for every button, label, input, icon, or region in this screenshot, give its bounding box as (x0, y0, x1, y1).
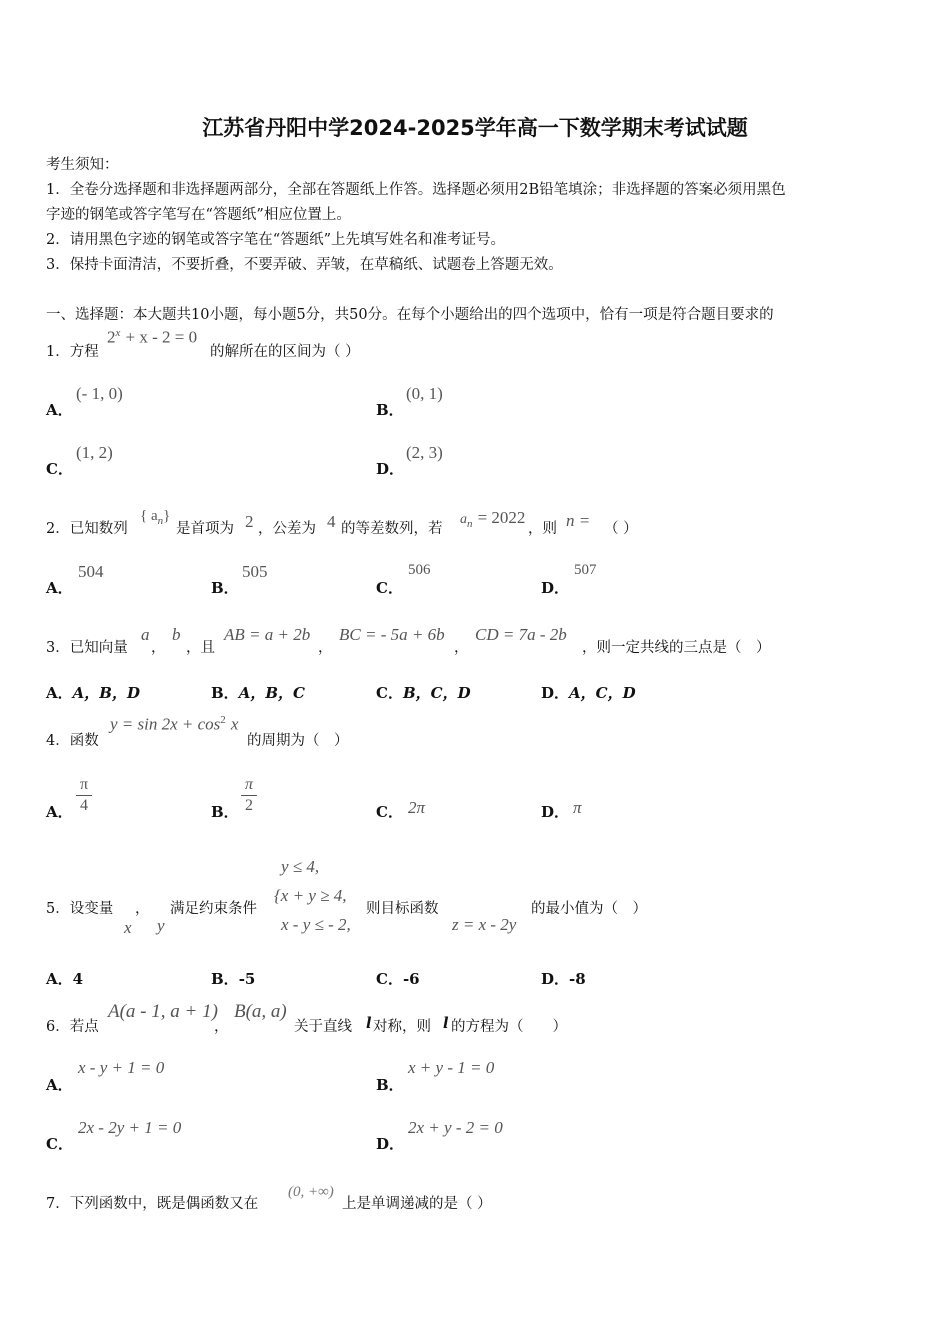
q7-prefix: 7．下列函数中，既是偶函数又在 (46, 1196, 259, 1212)
q5-comma: ， (135, 901, 150, 917)
notice-line-2: 2．请用黑色字迹的钢笔或答字笔在“答题纸”上先填写姓名和准考证号。 (46, 232, 506, 248)
q2-option-a-label: A． (46, 579, 73, 597)
q3-option-b: B．A，B，C (211, 684, 305, 702)
q4-equation: $y = \sin 2x + \cos^2 x$ (110, 714, 239, 734)
q2-an-equation: $a_n = 2022$ (460, 508, 526, 531)
q5-mid: 满足约束条件 (170, 901, 257, 917)
q4-option-a-fraction: π 4 (76, 776, 92, 815)
q4-suffix: 的周期为（ ） (247, 733, 349, 749)
q6-comma: ， (214, 1019, 229, 1035)
q4-option-a-label: A． (46, 803, 73, 821)
q2-mid-1: 是首项为 (176, 521, 234, 537)
q5-suffix: 的最小值为（ ） (531, 901, 647, 917)
q6-option-a-value: x - y + 1 = 0 (78, 1058, 165, 1077)
q2-sequence: { $a_n$} (140, 508, 171, 528)
q6-suffix: 的方程为（ ） (451, 1019, 567, 1035)
q2-option-b-value: 505 (242, 562, 268, 581)
q6-option-c-label: C． (46, 1135, 73, 1153)
q2-mid-3: 的等差数列，若 (341, 521, 443, 537)
q2-option-b-label: B． (211, 579, 239, 597)
q1-suffix: 的解所在的区间为（ ） (210, 344, 360, 360)
q6-point-a: A(a - 1, a + 1) (108, 1001, 218, 1022)
q5-prefix: 5．设变量 (46, 901, 114, 917)
q4-option-c-label: C． (376, 803, 403, 821)
q7-interval: (0, +∞) (288, 1184, 334, 1200)
q4-option-d-value: π (573, 798, 582, 817)
notice-line-1a: 1．全卷分选择题和非选择题两部分，全部在答题纸上作答。选择题必须用2B铅笔填涂；非选择题的答案必须用黑色 (46, 182, 786, 198)
q6-option-d-value: 2x + y - 2 = 0 (408, 1118, 503, 1137)
q2-option-c-label: C． (376, 579, 403, 597)
q6-point-b: B(a, a) (234, 1001, 287, 1022)
q2-mid-2: ，公差为 (258, 521, 316, 537)
q3-mid-1: ，且 (186, 640, 215, 656)
q6-prefix: 6．若点 (46, 1019, 99, 1035)
q2-option-a-value: 504 (78, 562, 104, 581)
q3-comma-1: ， (151, 640, 166, 656)
q6-line-l-2: l (443, 1015, 449, 1032)
q6-option-c-value: 2x - 2y + 1 = 0 (78, 1118, 182, 1137)
q3-suffix: ，则一定共线的三点是（ ） (582, 640, 771, 656)
q4-option-c-value: 2π (408, 798, 426, 817)
q1-option-b-value: (0, 1) (406, 384, 443, 403)
q6-line-l-1: l (366, 1015, 372, 1032)
q5-option-d: D．-8 (541, 970, 586, 988)
q4-option-d-label: D． (541, 803, 570, 821)
q5-option-c: C．-6 (376, 970, 420, 988)
q1-prefix: 1．方程 (46, 344, 99, 360)
q7-suffix: 上是单调递减的是（ ） (342, 1196, 492, 1212)
section-heading: 一、选择题：本大题共10小题，每小题5分，共50分。在每个小题给出的四个选项中，恰有一项是符合题目要求的 (46, 307, 774, 323)
q4-option-b-fraction: π 2 (241, 776, 257, 815)
q5-var-x: x (124, 918, 132, 937)
q2-n: n = (566, 511, 591, 530)
q5-constraint-1: y ≤ 4, (281, 857, 320, 876)
q2-option-c-value: 506 (408, 562, 431, 578)
q6-mid: 关于直线 (294, 1019, 352, 1035)
q2-first-term: 2 (245, 512, 254, 531)
q6-option-b-label: B． (376, 1076, 404, 1094)
q4-prefix: 4．函数 (46, 733, 99, 749)
q3-option-d: D．A，C，D (541, 684, 636, 702)
q1-option-d-value: (2, 3) (406, 443, 443, 462)
q3-comma-3: ， (454, 640, 469, 656)
q2-suffix: （ ） (604, 521, 638, 537)
q6-option-d-label: D． (376, 1135, 405, 1153)
q5-option-b: B．-5 (211, 970, 256, 988)
q1-option-d-label: D． (376, 460, 405, 478)
q3-vector-b: b (172, 625, 181, 644)
q3-comma-2: ， (318, 640, 333, 656)
q6-option-b-value: x + y - 1 = 0 (408, 1058, 495, 1077)
notice-heading: 考生须知： (46, 157, 119, 173)
page-title: 江苏省丹阳中学2024-2025学年高一下数学期末考试试题 (202, 116, 748, 140)
q2-option-d-label: D． (541, 579, 570, 597)
q5-constraint-3: x - y ≤ - 2, (281, 915, 351, 934)
q3-vector-cd: CD = 7a - 2b (475, 625, 567, 644)
q1-option-c-label: C． (46, 460, 73, 478)
q5-constraint-2: {x + y ≥ 4, (274, 886, 347, 905)
q5-objective: z = x - 2y (452, 915, 517, 934)
q3-vector-bc: BC = - 5a + 6b (339, 625, 445, 644)
q3-vector-ab: AB = a + 2b (224, 625, 311, 644)
q5-option-a: A．4 (46, 970, 84, 988)
q2-difference: 4 (327, 512, 336, 531)
q5-var-y: y (157, 916, 165, 935)
notice-line-1b: 字迹的钢笔或答字笔写在“答题纸”相应位置上。 (46, 207, 351, 223)
q3-option-c: C．B，C，D (376, 684, 471, 702)
q2-prefix: 2．已知数列 (46, 521, 128, 537)
q4-option-b-label: B． (211, 803, 239, 821)
q5-mid-2: 则目标函数 (366, 901, 439, 917)
q1-option-a-label: A． (46, 401, 73, 419)
q1-option-c-value: (1, 2) (76, 443, 113, 462)
q1-option-b-label: B． (376, 401, 404, 419)
q2-option-d-value: 507 (574, 562, 597, 578)
q1-equation: 2$^x$ + x - 2 = 0 (107, 327, 198, 347)
q6-option-a-label: A． (46, 1076, 73, 1094)
q3-prefix: 3．已知向量 (46, 640, 128, 656)
q3-option-a: A．A，B，D (46, 684, 140, 702)
q3-vector-a: a (141, 625, 150, 644)
q2-mid-4: ，则 (528, 521, 557, 537)
notice-line-3: 3．保持卡面清洁，不要折叠，不要弄破、弄皱，在草稿纸、试题卷上答题无效。 (46, 257, 563, 273)
q1-option-a-value: (- 1, 0) (76, 384, 123, 403)
q6-mid-2: 对称，则 (373, 1019, 431, 1035)
